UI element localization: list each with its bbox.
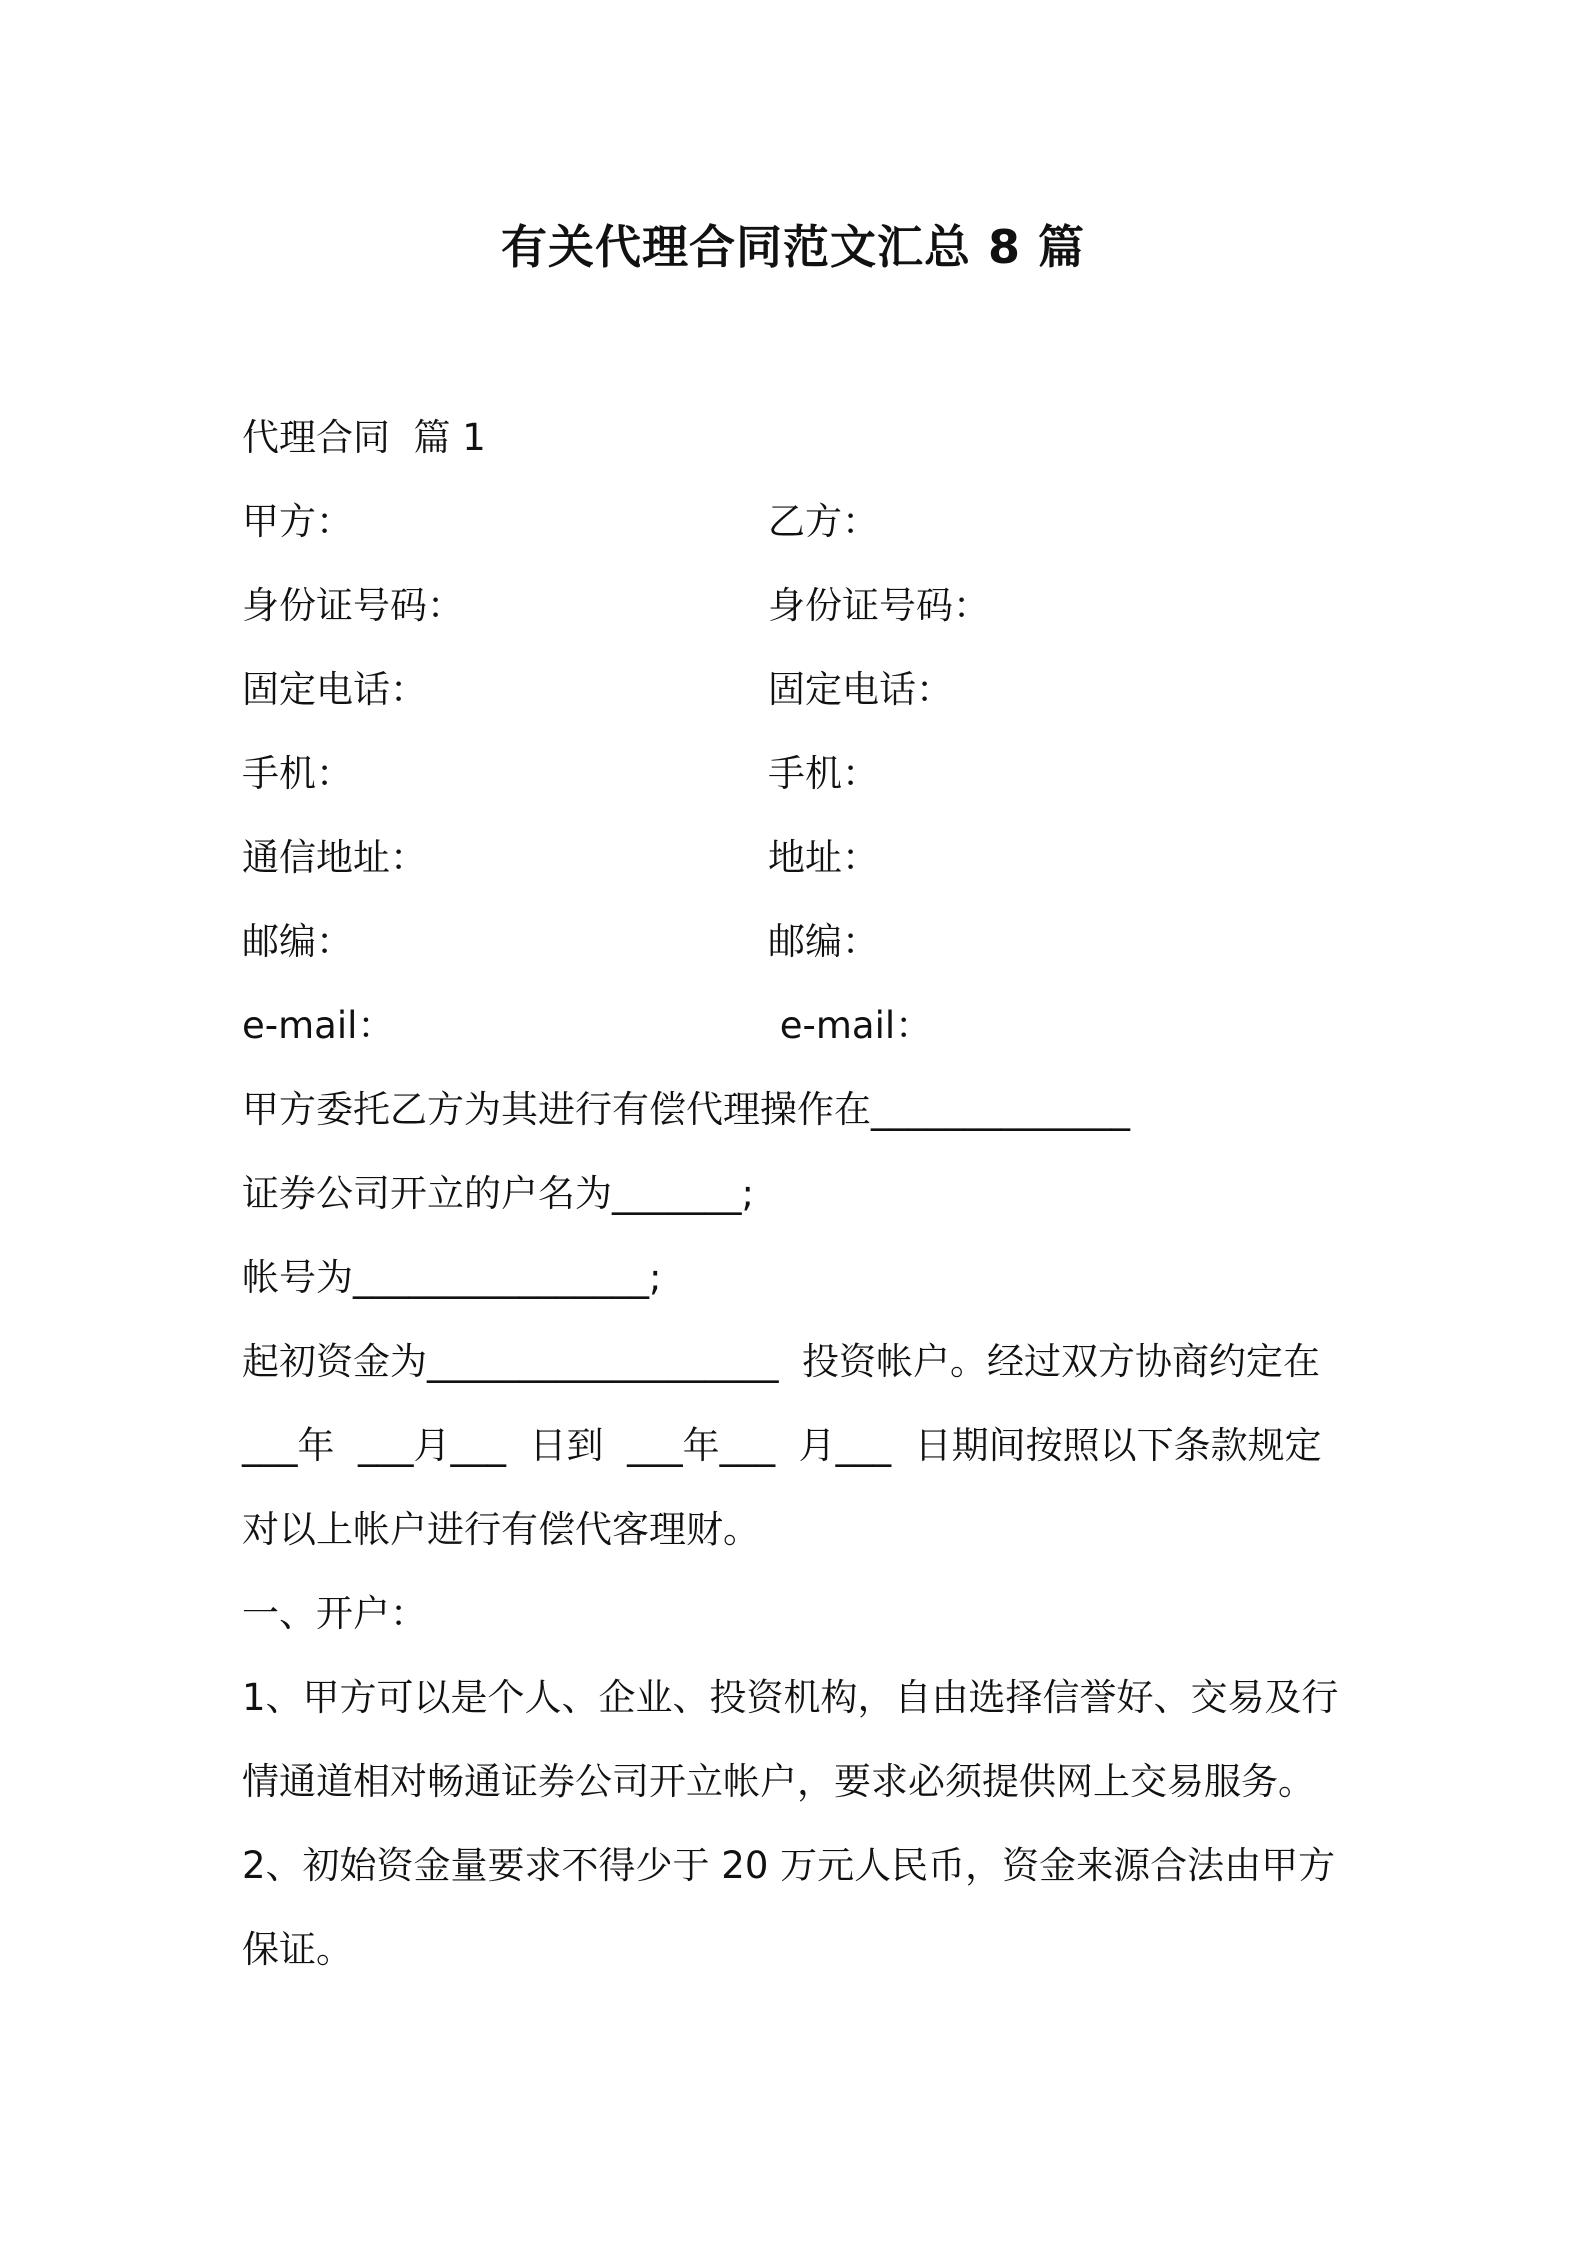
party-a-phone-label: 固定电话： [242,668,427,711]
party-a-label: 甲方： [242,500,353,543]
document-title: 有关代理合同范文汇总 8 篇 [500,220,1086,274]
clause-heading: 一、开户： [242,1592,427,1635]
body-line: 证券公司开立的户名为_______; [242,1172,754,1215]
body-line: 对以上帐户进行有偿代客理财。 [242,1508,760,1551]
clause-item: 2、初始资金量要求不得少于 20 万元人民币，资金来源合法由甲方 [242,1844,1336,1887]
party-b-email-label: e-mail： [768,1004,933,1047]
body-line: 甲方委托乙方为其进行有偿代理操作在______________ [242,1088,1130,1131]
party-b-postcode-label: 邮编： [768,920,879,963]
section-heading: 代理合同 篇 1 [242,416,486,459]
party-b-label: 乙方： [768,500,879,543]
clause-item: 保证。 [242,1928,353,1971]
party-a-postcode-label: 邮编： [242,920,353,963]
party-a-email-label: e-mail： [242,1004,395,1047]
body-line: 起初资金为___________________ 投资帐户。经过双方协商约定在 [242,1340,1321,1383]
clause-item: 1、甲方可以是个人、企业、投资机构，自由选择信誉好、交易及行 [242,1676,1339,1719]
party-b-mobile-label: 手机： [768,752,879,795]
party-a-id-label: 身份证号码： [242,584,464,627]
body-line: ___年 ___月___ 日到 ___年___ 月___ 日期间按照以下条款规定 [242,1424,1322,1467]
party-b-id-label: 身份证号码： [768,584,990,627]
body-line: 帐号为________________; [242,1256,662,1299]
party-b-address-label: 地址： [768,836,879,879]
party-a-address-label: 通信地址： [242,836,427,879]
party-a-mobile-label: 手机： [242,752,353,795]
clause-item: 情通道相对畅通证券公司开立帐户，要求必须提供网上交易服务。 [242,1760,1315,1803]
party-b-phone-label: 固定电话： [768,668,953,711]
